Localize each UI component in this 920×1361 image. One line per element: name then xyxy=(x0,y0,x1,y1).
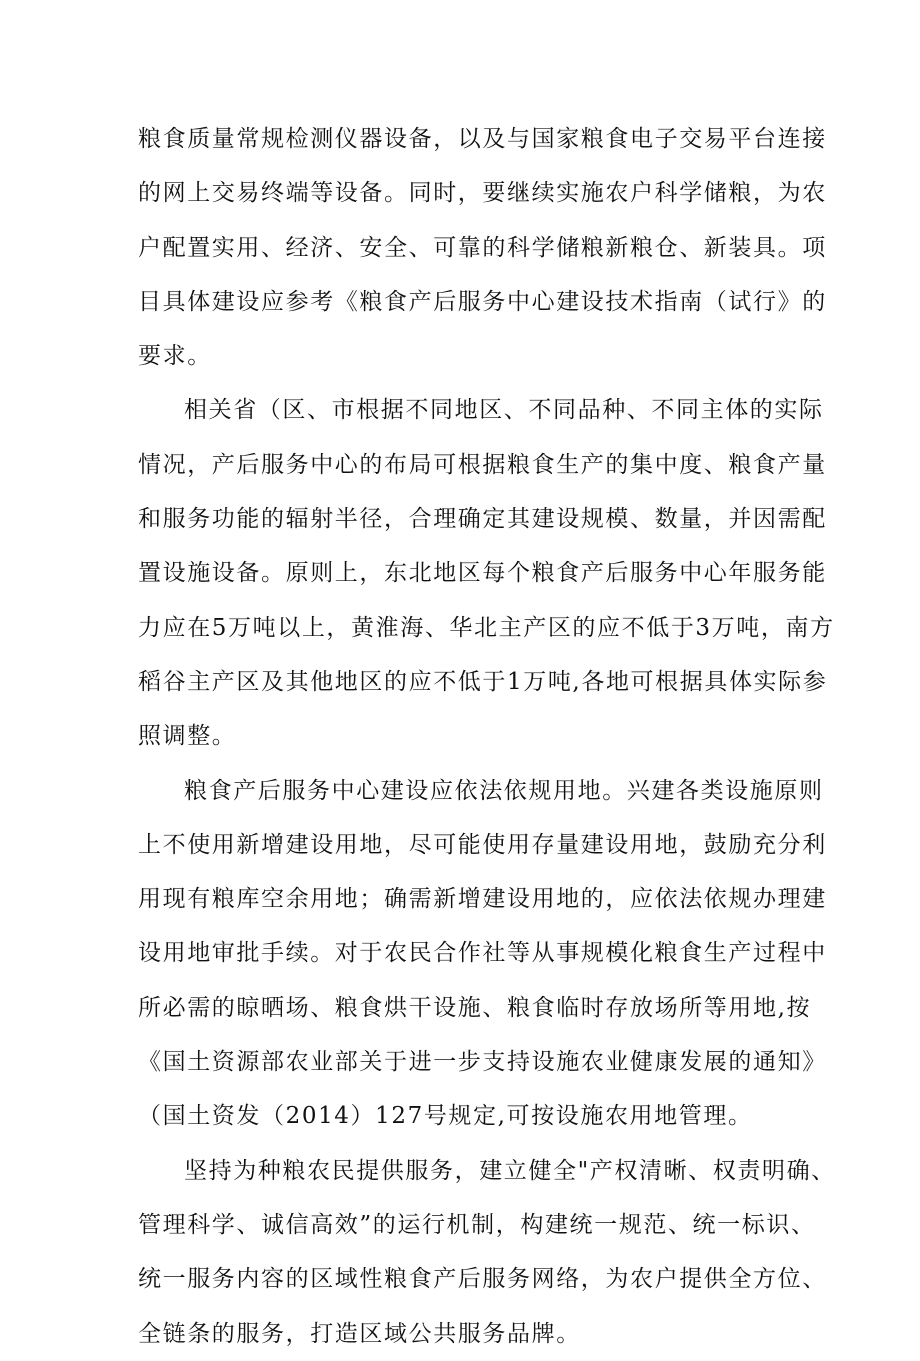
text-line: 管理科学、诚信高效”的运行机制，构建统一规范、统一标识、 xyxy=(138,1211,816,1238)
text-line: 稻谷主产区及其他地区的应不低于1万吨,各地可根据具体实际参 xyxy=(138,668,828,695)
text-line: 的网上交易终端等设备。同时，要继续实施农户科学储粮，为农 xyxy=(138,180,827,207)
text-line: （国土资发（2014）127号规定,可按设施农用地管理。 xyxy=(138,1103,753,1130)
text-line: 上不使用新增建设用地，尽可能使用存量建设用地，鼓励充分利 xyxy=(138,831,827,858)
text-line: 情况，产后服务中心的布局可根据粮食生产的集中度、粮食产量 xyxy=(138,451,827,478)
text-line: 粮食质量常规检测仪器设备，以及与国家粮食电子交易平台连接 xyxy=(138,126,827,152)
text-line: 和服务功能的辐射半径，合理确定其建设规模、数量，并因需配 xyxy=(138,506,827,533)
text-line: 户配置实用、经济、安全、可靠的科学储粮新粮仓、新装具。项 xyxy=(138,234,827,261)
text-line: 坚持为种粮农民提供服务，建立健全"产权清晰、权责明确、 xyxy=(184,1157,836,1184)
text-line: 全链条的服务，打造区域公共服务品牌。 xyxy=(138,1320,581,1347)
text-line: 要求。 xyxy=(138,343,212,370)
text-line: 粮食产后服务中心建设应依法依规用地。兴建各类设施原则 xyxy=(184,777,824,804)
text-line: 目具体建设应参考《粮食产后服务中心建设技术指南（试行》的 xyxy=(138,288,827,315)
text-line: 《国土资源部农业部关于进一步支持设施农业健康发展的通知》 xyxy=(138,1049,827,1076)
paragraph-1 xyxy=(138,112,827,383)
text-line: 所必需的晾晒场、粮食烘干设施、粮食临时存放场所等用地,按 xyxy=(138,994,812,1021)
text-line: 置设施设备。原则上，东北地区每个粮食产后服务中心年服务能 xyxy=(138,560,827,587)
text-line: 用现有粮库空余用地；确需新增建设用地的，应依法依规办理建 xyxy=(138,886,827,913)
text-line: 照调整。 xyxy=(138,723,237,750)
text-line: 相关省（区、市根据不同地区、不同品种、不同主体的实际 xyxy=(184,397,824,424)
text-line: 力应在5万吨以上，黄淮海、华北主产区的应不低于3万吨，南方 xyxy=(138,614,835,641)
paragraph-3 xyxy=(138,764,827,1144)
text-line: 设用地审批手续。对于农民合作社等从事规模化粮食生产过程中 xyxy=(138,940,827,967)
paragraph-2 xyxy=(138,383,835,763)
paragraph-4 xyxy=(138,1144,836,1361)
text-line: 统一服务内容的区域性粮食产后服务网络，为农户提供全方位、 xyxy=(138,1266,827,1293)
document-body xyxy=(138,112,836,1361)
